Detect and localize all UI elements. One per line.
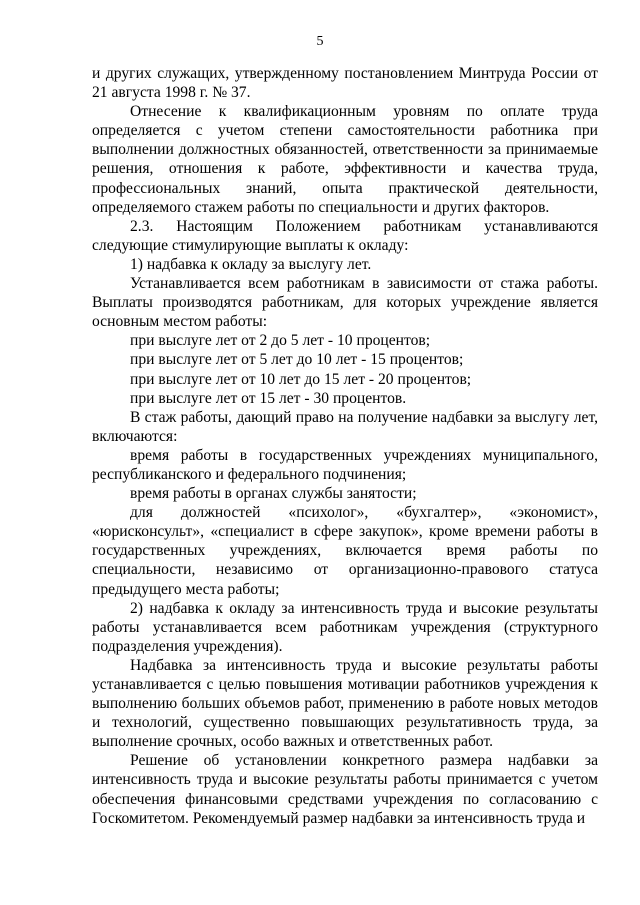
list-item-seniority-2: при выслуге лет от 5 лет до 10 лет - 15 процентов; — [130, 351, 464, 369]
paragraph-5: Устанавливается всем работникам в зависимости от стажа работы. Выплаты производятся работникам, для которых учреждение является основным местом работы: — [92, 275, 598, 331]
paragraph-10: 2) надбавка к окладу за интенсивность труда и высокие результаты работы устанавливается всем работникам учреждения (структурного подразделения учреждения). — [92, 599, 598, 655]
paragraph-9: для должностей «психолог», «бухгалтер», «экономист», «юрисконсульт», «специалист в сфере закупок», кроме времени работы в государственных учреждениях, включается время работы по специальности, независимо от организационно-правового статуса предыдущего места работы; — [92, 504, 598, 598]
list-item-seniority-4: при выслуге лет от 15 лет - 30 процентов. — [130, 389, 407, 407]
list-item-seniority-3: при выслуге лет от 10 лет до 15 лет - 20 процентов; — [130, 370, 472, 388]
page-number: 5 — [316, 34, 324, 49]
paragraph-8: время работы в органах службы занятости; — [130, 485, 417, 503]
paragraph-2: Отнесение к квалификационным уровням по оплате труда определяется с учетом степени самостоятельности работника при выполнении должностных обязанностей, ответственности за принимаемые решения, отношения к работе, эффективности и качества труда, профессиональных знаний, опыта практической деятельности, определяемого стажем работы по специальности и других факторов. — [92, 103, 598, 216]
paragraph-1: и других служащих, утвержденному постановлением Минтруда России от 21 августа 1998 г. № 37. — [92, 65, 598, 102]
paragraph-11: Надбавка за интенсивность труда и высокие результаты работы устанавливается с целью повышения мотивации работников учреждения к выполнению больших объемов работ, применению в работе новых методов и технологий, существенно повышающих результативность труда, за выполнение срочных, особо важных и ответственных работ. — [92, 656, 598, 751]
paragraph-12: Решение об установлении конкретного размера надбавки за интенсивность труда и высокие результаты работы принимается с учетом обеспечения финансовыми средствами учреждения по согласованию с Госкомитетом. Рекомендуемый размер надбавки за интенсивность труда и — [92, 752, 598, 827]
paragraph-6: В стаж работы, дающий право на получение надбавки за выслугу лет, включаются: — [92, 408, 598, 445]
paragraph-3: 2.3. Настоящим Положением работникам устанавливаются следующие стимулирующие выплаты к окладу: — [92, 217, 598, 254]
paragraph-4: 1) надбавка к окладу за выслугу лет. — [130, 255, 372, 273]
paragraph-7: время работы в государственных учреждениях муниципального, республиканского и федерального подчинения; — [92, 446, 598, 483]
list-item-seniority-1: при выслуге лет от 2 до 5 лет - 10 процентов; — [130, 332, 431, 350]
document-body — [92, 64, 598, 828]
